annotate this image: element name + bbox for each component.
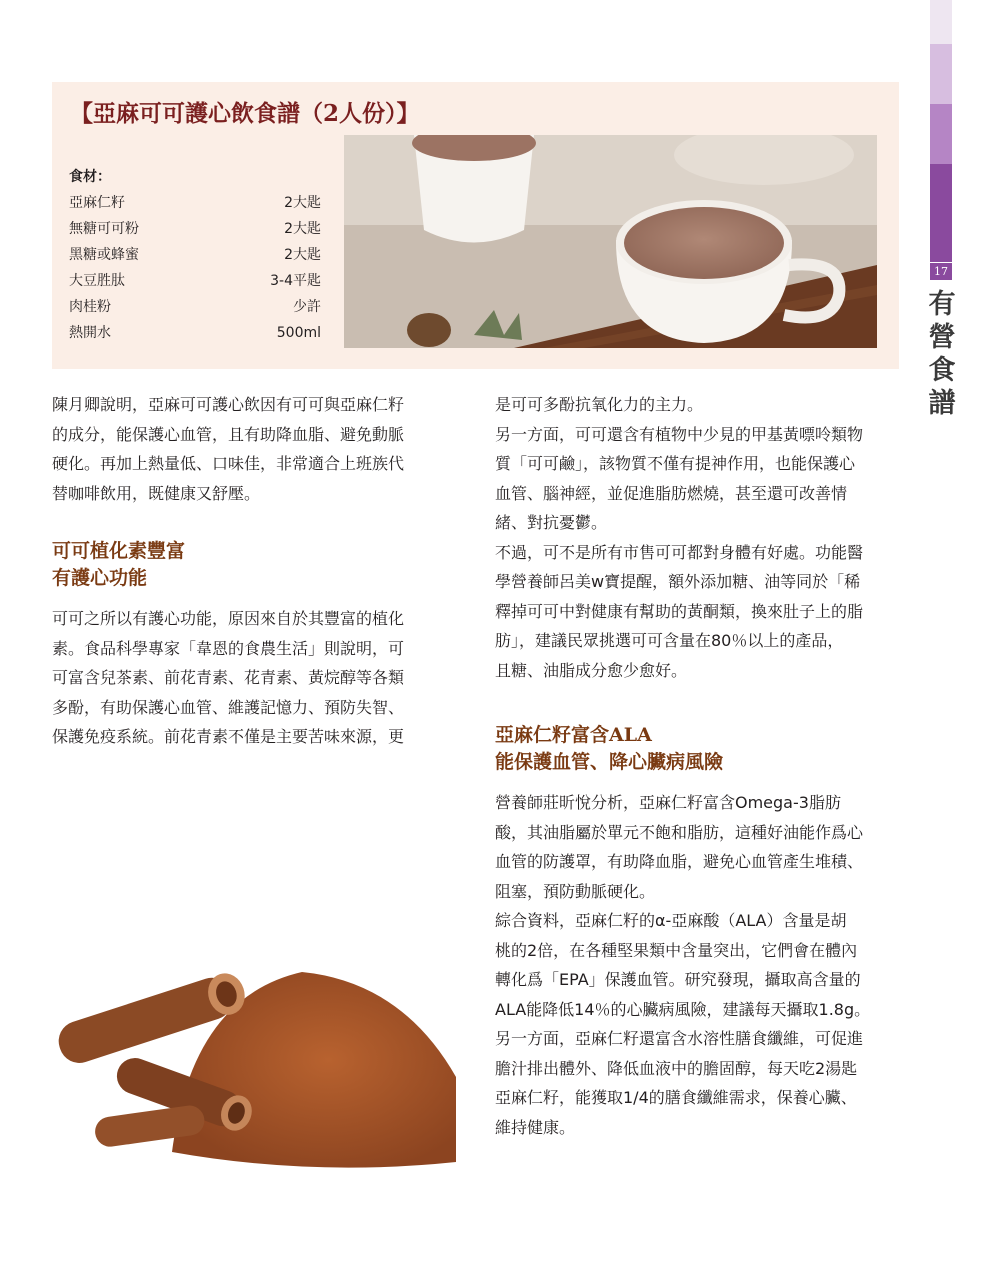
ingredient-row: [69, 242, 321, 268]
text-line: 的成分，能保護心血管，且有助降血脂、避免動脈: [52, 424, 405, 444]
text-line: 阻塞，預防動脈硬化。: [495, 881, 656, 901]
heading-line: 亞麻仁籽富含ALA: [495, 724, 652, 746]
recipe-title: 【亞麻可可護心飲食譜（2人份）】: [70, 100, 420, 127]
ingredient-amount: 2大匙: [284, 221, 321, 237]
flaxseed-paragraphs: [495, 788, 900, 1142]
text-line: 可富含兒茶素、前花青素、花青素、黃烷醇等各類: [52, 668, 405, 687]
chapter-tab-current: [930, 164, 952, 262]
section-tag-char: 譜: [928, 388, 956, 419]
chapter-tab-1: [930, 0, 952, 44]
text-line: 緒、對抗憂鬱。: [495, 513, 608, 532]
section-tag-char: 食: [928, 355, 956, 386]
chapter-tab-2: [930, 44, 952, 104]
ingredient-row: [69, 216, 321, 242]
heading-line: 可可植化素豐富: [52, 540, 186, 562]
cocoa-continued: [495, 390, 900, 685]
ingredient-amount: 少許: [293, 299, 321, 315]
text-line: 肪」，建議民眾挑選可可含量在80％以上的產品，: [495, 631, 844, 650]
heading-line: 有護心功能: [52, 567, 148, 589]
section-tag-char: 營: [928, 322, 956, 353]
text-line: 亞麻仁籽，能獲取1/4的膳食纖維需求，保養心臟、: [495, 1088, 857, 1107]
text-line: 陳月卿說明，亞麻可可護心飲因有可可與亞麻仁籽: [52, 395, 405, 414]
text-line: 且糖、油脂成分愈少愈好。: [495, 660, 688, 680]
text-line: 轉化爲「EPA」保護血管。研究發現，攝取高含量的: [495, 970, 861, 989]
ingredient-amount: 2大匙: [284, 247, 321, 263]
text-line: 是可可多酚抗氧化力的主力。: [495, 395, 704, 414]
ingredient-amount: 3-4平匙: [270, 273, 321, 289]
page-number: 17: [930, 263, 952, 280]
section-heading-flaxseed: [495, 722, 723, 776]
intro-paragraph: [52, 390, 457, 508]
section-heading-cocoa: [52, 538, 185, 592]
text-line: 桃的2倍，在各種堅果類中含量突出，它們會在體內: [495, 940, 858, 960]
text-line: 硬化。再加上熱量低、口味佳，非常適合上班族代: [52, 454, 405, 473]
ingredient-name: 亞麻仁籽: [69, 195, 125, 211]
chapter-color-tabs: [930, 0, 952, 262]
ingredient-name: 無糖可可粉: [69, 221, 139, 237]
text-line: 釋掉可可中對健康有幫助的黃酮類，換來肚子上的脂: [495, 601, 864, 621]
text-line: 營養師莊昕悅分析，亞麻仁籽富含Omega-3脂肪: [495, 793, 841, 812]
text-line: 血管的防護罩，有助降血脂，避免心血管產生堆積、: [495, 852, 864, 871]
ingredient-row: [69, 190, 321, 216]
ingredient-name: 熱開水: [69, 325, 111, 341]
text-line: 學營養師呂美w寶提醒，額外添加糖、油等同於「稀: [495, 572, 861, 591]
ingredient-row: [69, 268, 321, 294]
ingredient-amount: 500ml: [276, 325, 321, 341]
text-line: 另一方面，亞麻仁籽還富含水溶性膳食纖維，可促進: [495, 1029, 864, 1048]
cocoa-drink-illustration: [344, 135, 877, 348]
section-tag-char: 有: [928, 289, 956, 320]
heading-line: 能保護血管、降心臟病風險: [495, 751, 724, 773]
section-tag: [927, 288, 957, 420]
text-line: 綜合資料，亞麻仁籽的α-亞麻酸（ALA）含量是胡: [495, 911, 847, 930]
recipe-box: [52, 82, 899, 369]
text-line: 素。食品科學專家「韋恩的食農生活」則說明，可: [52, 638, 405, 658]
text-line: 多酚，有助保護心血管、維護記憶力、預防失智、: [52, 697, 405, 717]
text-line: 酸，其油脂屬於單元不飽和脂肪，這種好油能作爲心: [495, 822, 864, 842]
ingredient-name: 大豆胜肽: [69, 273, 125, 289]
ingredients-heading: 食材：: [69, 169, 111, 185]
text-line: 血管、腦神經，並促進脂肪燃燒，甚至還可改善情: [495, 483, 848, 503]
cocoa-paragraph: [52, 604, 457, 752]
text-line: 質「可可鹼」，該物質不僅有提神作用，也能保護心: [495, 454, 856, 473]
cinnamon-photo: [52, 877, 456, 1173]
text-line: 保護免疫系統。前花青素不僅是主要苦味來源，更: [52, 727, 405, 746]
chapter-tab-3: [930, 104, 952, 164]
cocoa-drink-photo: [344, 135, 877, 348]
text-line: 維持健康。: [495, 1117, 576, 1137]
ingredient-name: 肉桂粉: [69, 299, 111, 315]
cinnamon-illustration: [52, 877, 456, 1173]
text-line: 不過，可不是所有市售可可都對身體有好處。功能醫: [495, 542, 864, 562]
text-line: 可可之所以有護心功能，原因來自於其豐富的植化: [52, 609, 405, 628]
text-line: 另一方面，可可還含有植物中少見的甲基黃嘌呤類物: [495, 424, 864, 444]
ingredient-name: 黑糖或蜂蜜: [69, 247, 139, 263]
text-line: ALA能降低14％的心臟病風險，建議每天攝取1.8g。: [495, 999, 871, 1019]
ingredient-list: [69, 164, 321, 346]
ingredient-amount: 2大匙: [284, 195, 321, 211]
text-line: 替咖啡飲用，既健康又舒壓。: [52, 483, 261, 503]
ingredient-row: [69, 320, 321, 346]
ingredient-row: [69, 294, 321, 320]
text-line: 膽汁排出體外、降低血液中的膽固醇，每天吃2湯匙: [495, 1058, 858, 1078]
